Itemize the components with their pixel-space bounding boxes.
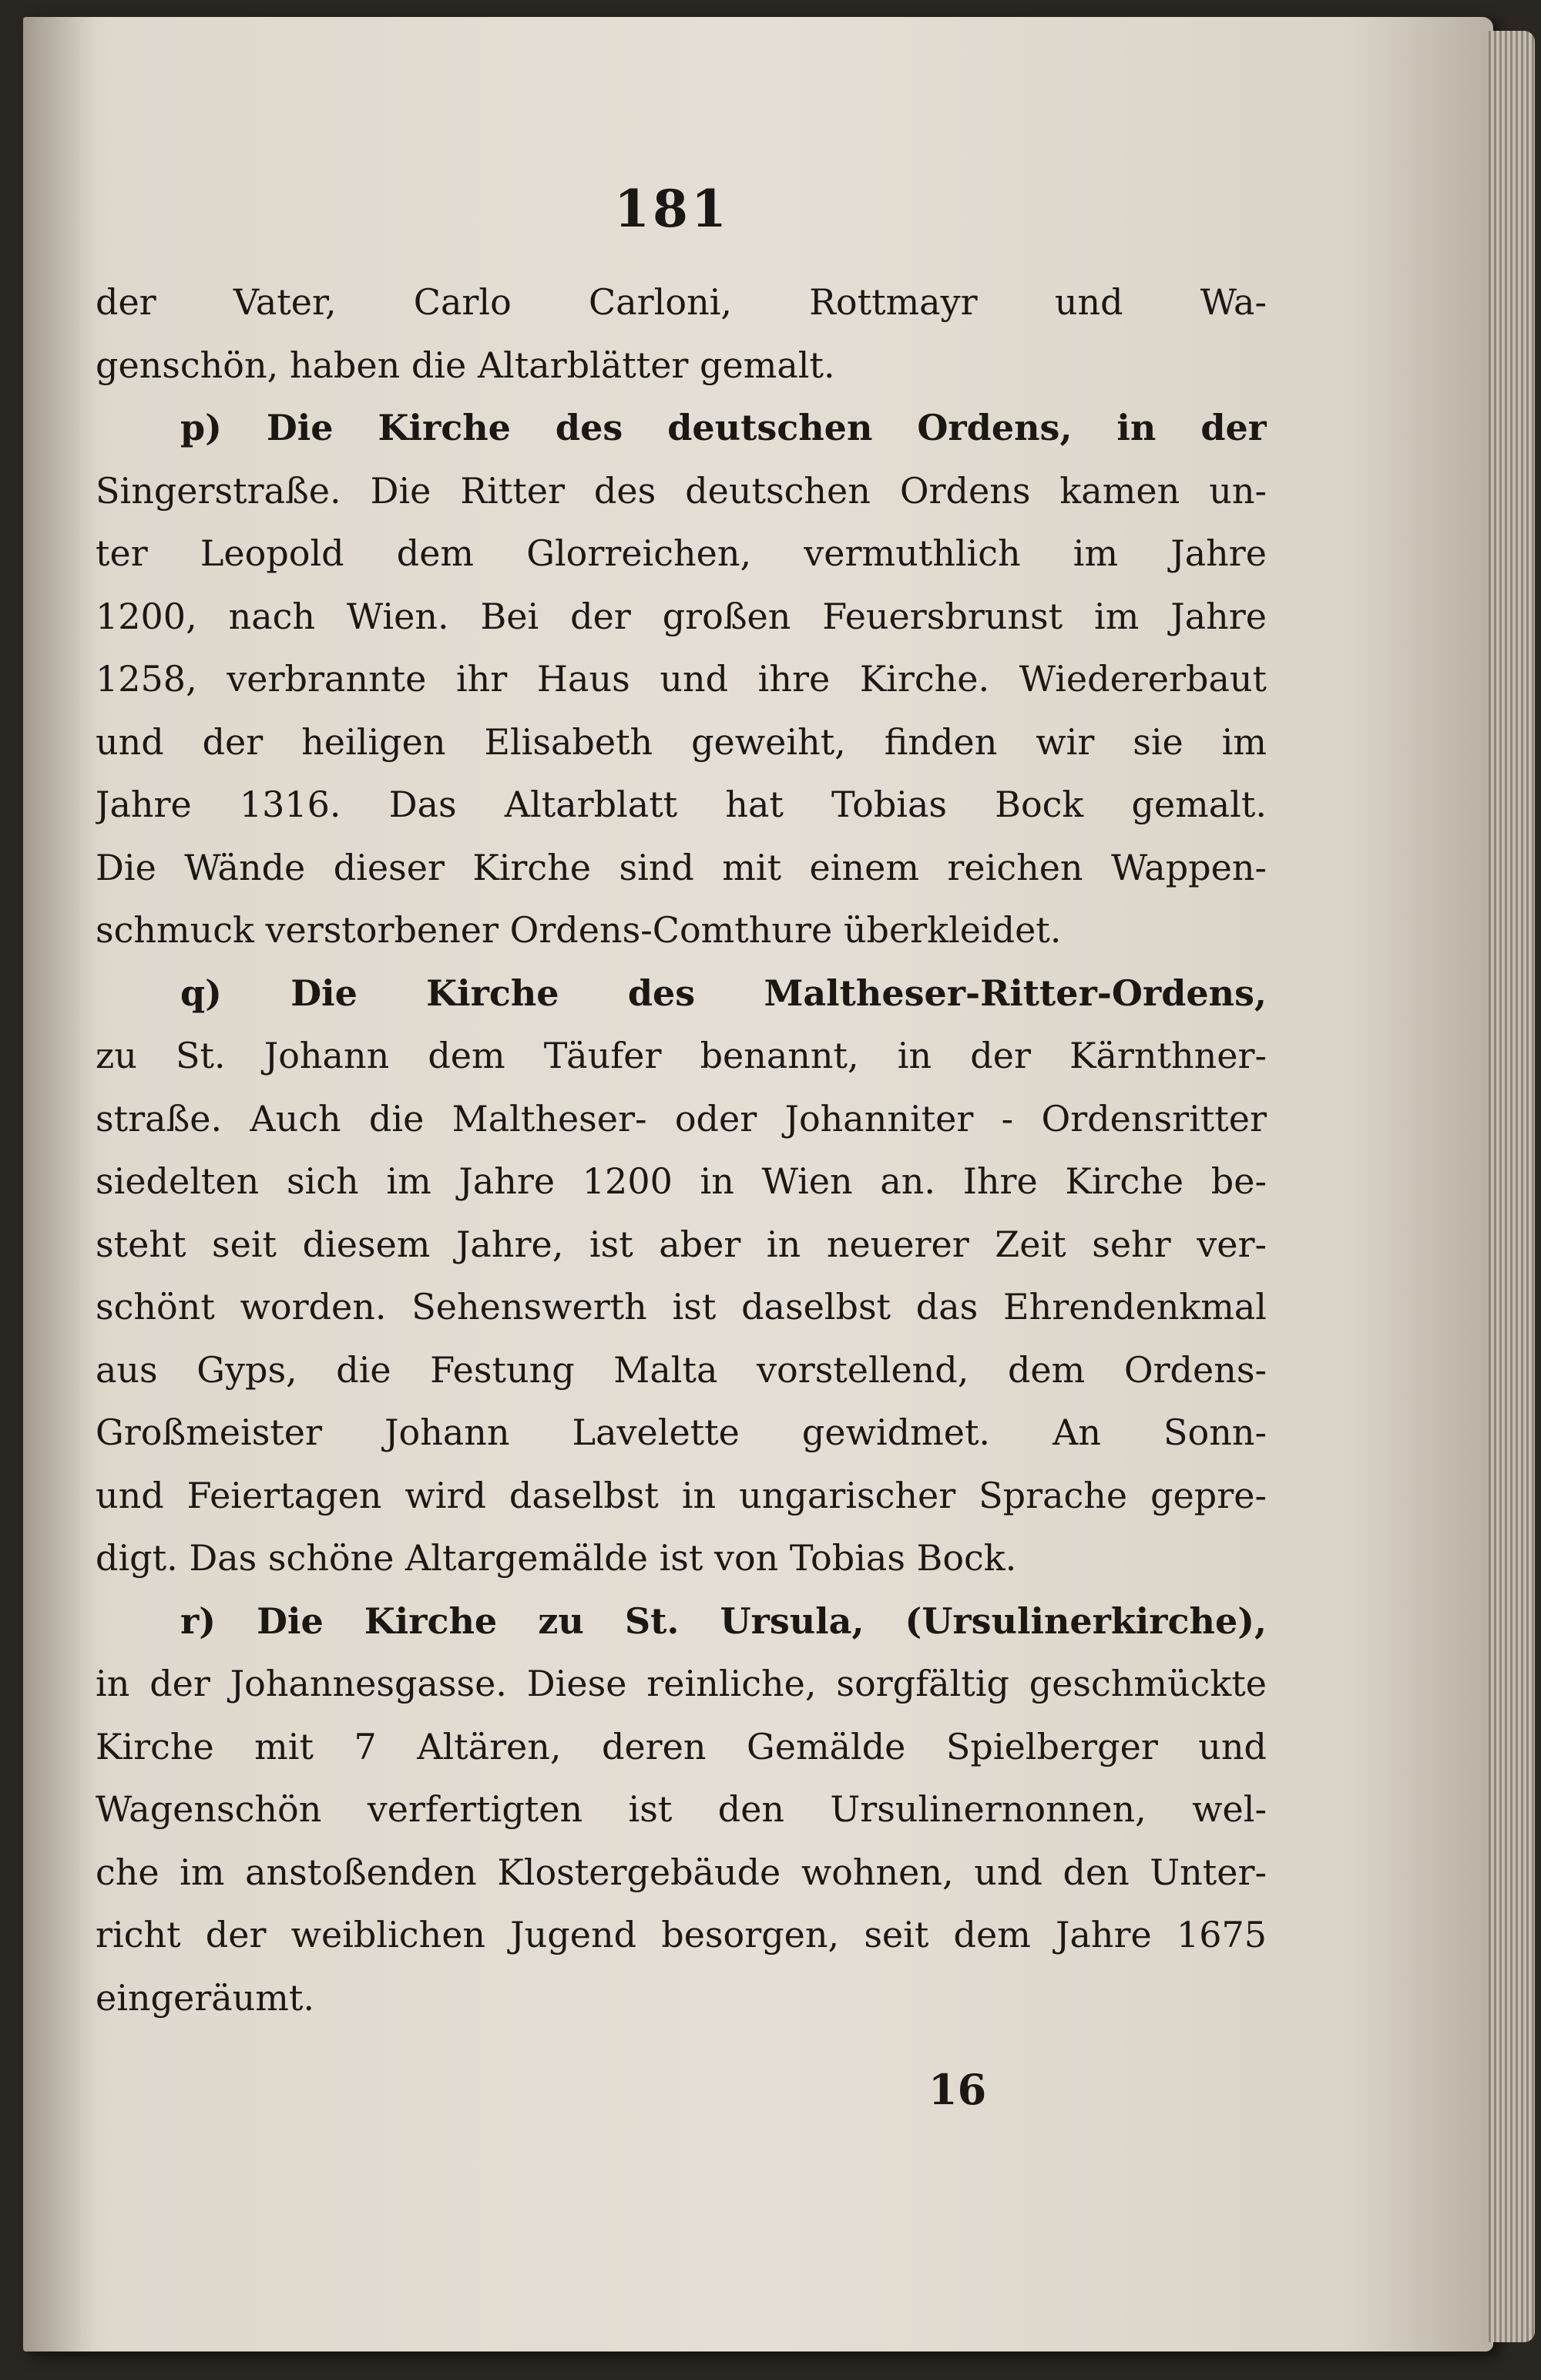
text-line: Großmeister Johann Lavelette gewidmet. An Sonn- <box>96 1412 1267 1453</box>
signature-mark: 16 <box>928 2065 987 2114</box>
text-line: siedelten sich im Jahre 1200 in Wien an. Ihre Kirche be- <box>96 1160 1267 1202</box>
text-line: ter Leopold dem Glorreichen, vermuthlich im Jahre <box>96 532 1267 574</box>
text-line: Jahre 1316. Das Altarblatt hat Tobias Bock gemalt. <box>96 784 1267 825</box>
gutter-shadow <box>23 17 92 2351</box>
text-line: richt der weiblichen Jugend besorgen, seit dem Jahre 1675 <box>96 1914 1267 1955</box>
text-line: Kirche mit 7 Altären, deren Gemälde Spielberger und <box>96 1725 1267 1767</box>
text-line: und Feiertagen wird daselbst in ungarischer Sprache gepre- <box>96 1474 1267 1516</box>
section-heading-p: p) Die Kirche des deutschen Ordens, in der <box>180 407 1267 448</box>
text-line: straße. Auch die Maltheser- oder Johanniter - Ordensritter <box>96 1097 1267 1140</box>
text-line: der Vater, Carlo Carloni, Rottmayr und Wa- <box>96 281 1267 323</box>
text-line: in der Johannesgasse. Diese reinliche, sorgfältig geschmückte <box>96 1663 1267 1704</box>
text-line: steht seit diesem Jahre, ist aber in neuerer Zeit sehr ver- <box>96 1223 1267 1265</box>
text-line: 1200, nach Wien. Bei der großen Feuersbrunst im Jahre <box>96 595 1267 637</box>
text-line: Die Wände dieser Kirche sind mit einem reichen Wappen- <box>96 846 1267 888</box>
text-line: eingeräumt. <box>96 1976 314 2019</box>
text-line: 1258, verbrannte ihr Haus und ihre Kirche. Wiedererbaut <box>96 658 1267 700</box>
text-line: schmuck verstorbener Ordens-Comthure überkleidet. <box>96 909 1062 951</box>
text-line: digt. Das schöne Altargemälde ist von Tobias Bock. <box>96 1537 1017 1579</box>
page-number: 181 <box>614 179 730 239</box>
text-line: Singerstraße. Die Ritter des deutschen Ordens kamen un- <box>96 469 1267 512</box>
text-line: che im anstoßenden Klostergebäude wohnen, und den Unter- <box>96 1851 1267 1893</box>
section-heading-q: q) Die Kirche des Maltheser-Ritter-Ordens, <box>180 972 1267 1014</box>
text-line: Wagenschön verfertigten ist den Ursulinernonnen, wel- <box>96 1788 1267 1830</box>
text-line: genschön, haben die Altarblätter gemalt. <box>96 344 835 386</box>
text-line: zu St. Johann dem Täufer benannt, in der Kärnthner- <box>96 1035 1267 1076</box>
section-heading-r: r) Die Kirche zu St. Ursula, (Ursulinerkirche), <box>180 1600 1267 1642</box>
text-line: schönt worden. Sehenswerth ist daselbst das Ehrendenkmal <box>96 1286 1267 1328</box>
page-edges <box>1489 31 1535 2342</box>
text-line: aus Gyps, die Festung Malta vorstellend, dem Ordens- <box>96 1348 1267 1391</box>
text-line: und der heiligen Elisabeth geweiht, finden wir sie im <box>96 720 1267 763</box>
body-text <box>96 271 1267 2029</box>
